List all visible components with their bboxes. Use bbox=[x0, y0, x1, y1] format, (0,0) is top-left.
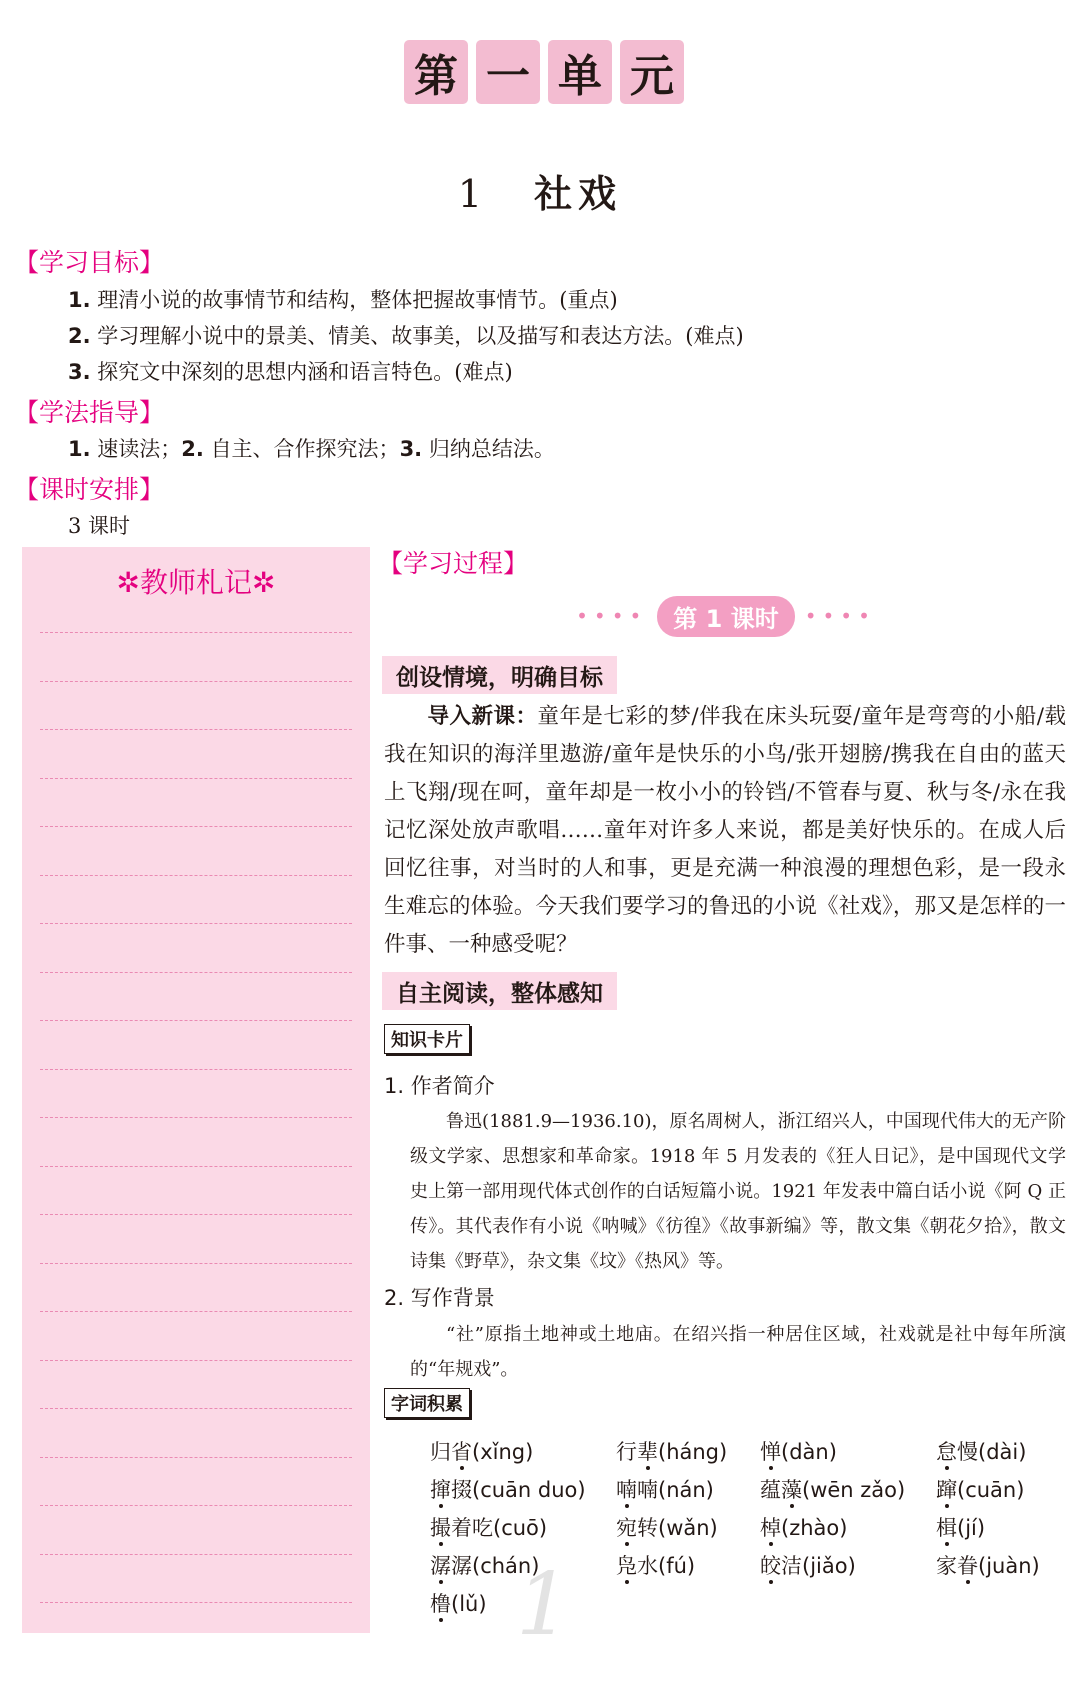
decor-dots: •••• bbox=[576, 604, 648, 628]
vocab-item: 惮(dàn) bbox=[760, 1440, 837, 1464]
vocab-item: 行辈(háng) bbox=[616, 1440, 728, 1464]
vocab-item: 撺掇(cuān duo) bbox=[430, 1478, 586, 1502]
unit-title-char: 一 bbox=[476, 40, 540, 104]
note-line bbox=[40, 1360, 352, 1361]
intro-paragraph bbox=[384, 698, 1066, 964]
vocab-item: 楫(jí) bbox=[936, 1516, 986, 1540]
note-line bbox=[40, 1117, 352, 1118]
note-line bbox=[40, 1311, 352, 1312]
schedule-heading: 【课时安排】 bbox=[14, 475, 165, 504]
note-line bbox=[40, 632, 352, 633]
note-line bbox=[40, 1263, 352, 1264]
schedule-text: 3 课时 bbox=[68, 514, 131, 538]
note-line bbox=[40, 923, 352, 924]
lesson-name: 社戏 bbox=[534, 171, 623, 216]
note-line bbox=[40, 1602, 352, 1603]
note-line bbox=[40, 1214, 352, 1215]
intro-text: 童年是七彩的梦/伴我在床头玩耍/童年是弯弯的小船/载我在知识的海洋里遨游/童年是快乐的小鸟/张开翅膀/携我在自由的蓝天上飞翔/现在呵，童年却是一枚小小的铃铛/不管春与夏、秋与冬/永在我记忆深处放声歌唱……童年对许多人来说，都是美好快乐的。在成人后回忆往事，对当时的人和事，更是充满一种浪漫的理想色彩，是一段永生难忘的体验。今天我们要学习的鲁迅的小说《社戏》，那又是怎样的一件事、一种感受呢？ bbox=[384, 704, 1066, 957]
section-band: 自主阅读，整体感知 bbox=[382, 972, 617, 1010]
vocab-item: 棹(zhào) bbox=[760, 1516, 848, 1540]
vocab-item: 归省(xǐng) bbox=[430, 1440, 534, 1464]
vocab-item: 潺潺(chán) bbox=[430, 1554, 540, 1578]
vocab-item: 宛转(wǎn) bbox=[616, 1516, 718, 1540]
knowledge-card-label: 知识卡片 bbox=[384, 1024, 470, 1054]
goal-item: 2. 学习理解小说中的景美、情美、故事美，以及描写和表达方法。(难点) bbox=[68, 324, 744, 348]
vocab-item: 喃喃(nán) bbox=[616, 1478, 714, 1502]
teacher-notes-panel bbox=[22, 547, 370, 1633]
period-badge: 第 1 课时 bbox=[657, 596, 794, 637]
vocab-item: 蕴藻(wēn zǎo) bbox=[760, 1478, 906, 1502]
goals-heading: 【学习目标】 bbox=[14, 248, 165, 277]
vocab-item: 凫水(fú) bbox=[616, 1554, 696, 1578]
background-title: 2. 写作背景 bbox=[384, 1286, 495, 1310]
note-line bbox=[40, 1457, 352, 1458]
vocab-item: 蹿(cuān) bbox=[936, 1478, 1025, 1502]
decor-dots: •••• bbox=[804, 604, 876, 628]
lesson-number: 1 bbox=[457, 172, 483, 216]
unit-title-char: 单 bbox=[548, 40, 612, 104]
note-line bbox=[40, 1020, 352, 1021]
section-band: 创设情境，明确目标 bbox=[382, 656, 617, 694]
lesson-title bbox=[0, 163, 1080, 218]
note-line bbox=[40, 729, 352, 730]
unit-title-char: 第 bbox=[404, 40, 468, 104]
vocab-item: 怠慢(dài) bbox=[936, 1440, 1027, 1464]
vocab-card-label: 字词积累 bbox=[384, 1388, 470, 1418]
author-title: 1. 作者简介 bbox=[384, 1074, 495, 1098]
note-line bbox=[40, 1069, 352, 1070]
vocab-item: 橹(lǔ) bbox=[430, 1592, 487, 1616]
process-heading: 【学习过程】 bbox=[378, 549, 529, 578]
note-line bbox=[40, 1166, 352, 1167]
note-line bbox=[40, 1408, 352, 1409]
background-text: “社”原指土地神或土地庙。在绍兴指一种居住区域，社戏就是社中每年所演的“年规戏”。 bbox=[410, 1324, 1066, 1380]
note-line bbox=[40, 778, 352, 779]
note-line bbox=[40, 972, 352, 973]
vocab-item: 家眷(juàn) bbox=[936, 1554, 1040, 1578]
unit-title-char: 元 bbox=[620, 40, 684, 104]
note-line bbox=[40, 681, 352, 682]
teacher-notes-title: ✲教师札记✲ bbox=[116, 566, 276, 599]
period-marker bbox=[576, 596, 876, 636]
note-line bbox=[40, 1505, 352, 1506]
note-line bbox=[40, 1554, 352, 1555]
unit-title bbox=[404, 40, 684, 104]
vocab-item: 皎洁(jiǎo) bbox=[760, 1554, 856, 1578]
goal-item: 1. 理清小说的故事情节和结构，整体把握故事情节。(重点) bbox=[68, 288, 618, 312]
vocab-item: 撮着吃(cuō) bbox=[430, 1516, 548, 1540]
methods-heading: 【学法指导】 bbox=[14, 398, 165, 427]
note-line bbox=[40, 875, 352, 876]
note-line bbox=[40, 826, 352, 827]
methods-text: 1. 速读法；2. 自主、合作探究法；3. 归纳总结法。 bbox=[68, 437, 555, 461]
page-number: 1 bbox=[516, 1555, 571, 1655]
intro-label: 导入新课： bbox=[427, 704, 538, 729]
goal-item: 3. 探究文中深刻的思想内涵和语言特色。(难点) bbox=[68, 360, 513, 384]
author-text: 鲁迅(1881.9—1936.10)，原名周树人，浙江绍兴人，中国现代伟大的无产阶级文学家、思想家和革命家。1918 年 5 月发表的《狂人日记》，是中国现代文学史上第一部用现代体式创作的白话短篇小说。1921 年发表中篇白话小说《阿 Q 正传》。其代表作有小说《呐喊》《彷徨》《故事新编》等，散文集《朝花夕拾》，散文诗集《野草》，杂文集《坟》《热风》等。 bbox=[410, 1111, 1066, 1272]
